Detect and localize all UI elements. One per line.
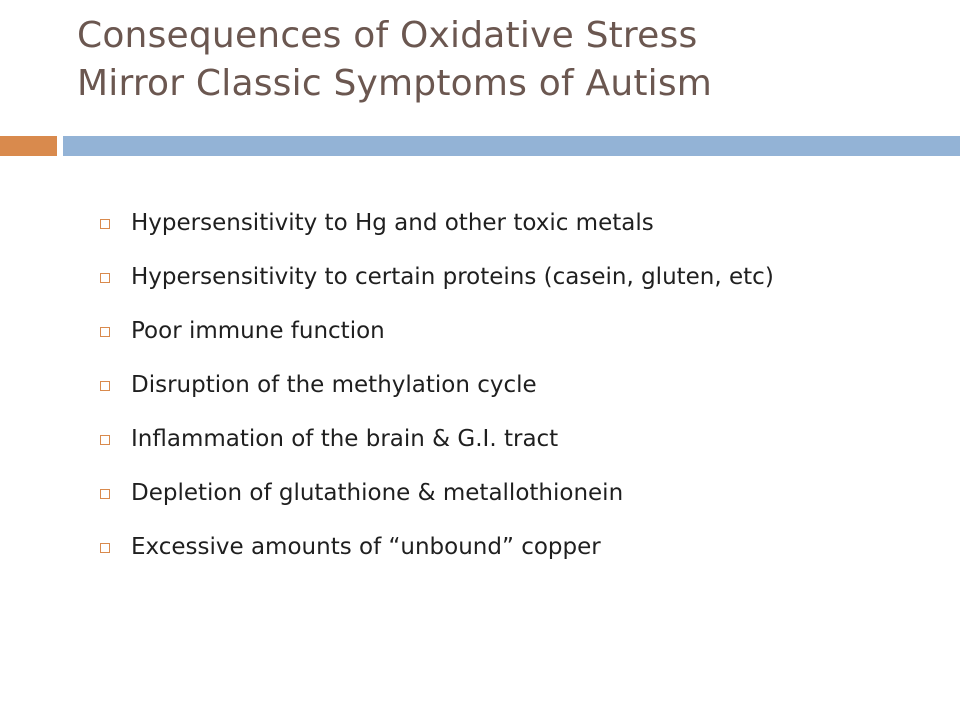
square-bullet-icon bbox=[100, 219, 110, 229]
title-line-1: Consequences of Oxidative Stress bbox=[77, 15, 698, 56]
bullet-text: Depletion of glutathione & metallothionein bbox=[131, 480, 624, 506]
square-bullet-icon bbox=[100, 381, 110, 391]
square-bullet-icon bbox=[100, 327, 110, 337]
title-line-2: Mirror Classic Symptoms of Autism bbox=[77, 63, 713, 104]
bullet-item bbox=[100, 531, 920, 563]
bullet-text: Hypersensitivity to Hg and other toxic metals bbox=[131, 210, 654, 236]
bullet-item bbox=[100, 207, 920, 239]
accent-bar-blue bbox=[63, 136, 960, 156]
bullet-text: Disruption of the methylation cycle bbox=[131, 372, 537, 398]
bullet-text: Inflammation of the brain & G.I. tract bbox=[131, 426, 559, 452]
square-bullet-icon bbox=[100, 273, 110, 283]
bullet-item bbox=[100, 423, 920, 455]
bullet-item bbox=[100, 315, 920, 347]
bullet-text: Excessive amounts of “unbound” copper bbox=[131, 534, 601, 560]
square-bullet-icon bbox=[100, 543, 110, 553]
bullet-item bbox=[100, 261, 920, 293]
slide-title bbox=[77, 12, 937, 108]
bullet-text: Hypersensitivity to certain proteins (casein, gluten, etc) bbox=[131, 264, 774, 290]
accent-bar-orange bbox=[0, 136, 57, 156]
bullet-item bbox=[100, 477, 920, 509]
square-bullet-icon bbox=[100, 489, 110, 499]
square-bullet-icon bbox=[100, 435, 110, 445]
bullet-text: Poor immune function bbox=[131, 318, 385, 344]
bullet-item bbox=[100, 369, 920, 401]
bullet-list bbox=[100, 207, 920, 585]
